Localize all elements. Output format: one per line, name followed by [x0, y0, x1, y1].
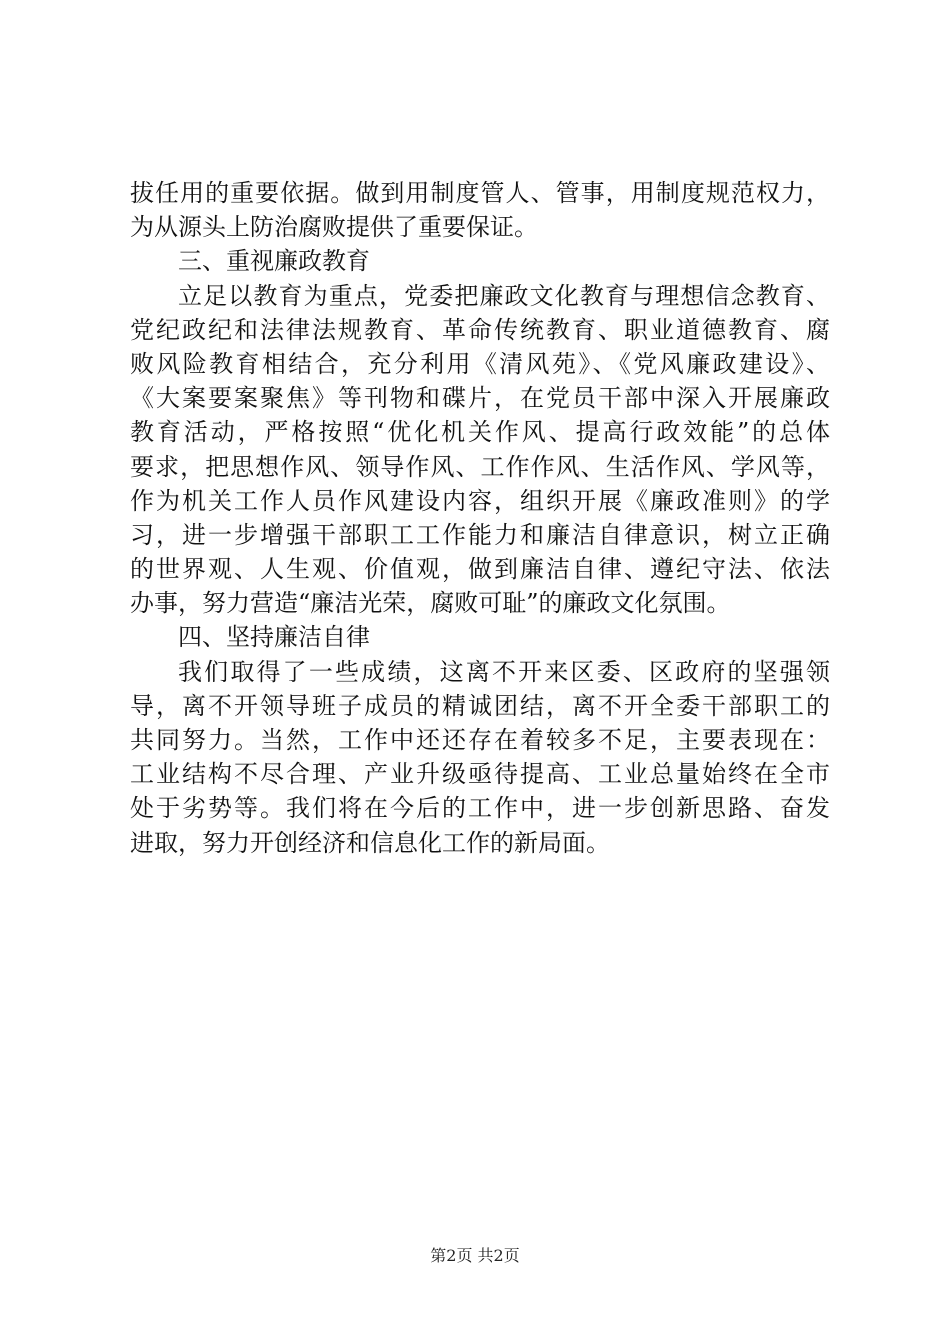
text-line: 我们取得了一些成绩，这离不开来区委、区政府的坚强领	[178, 657, 830, 686]
text-line: 共同努力。当然，工作中还还存在着较多不足，主要表现在：	[130, 726, 830, 754]
text-line: 进取，努力开创经济和信息化工作的新局面。	[130, 828, 610, 857]
text-line: 要求，把思想作风、领导作风、工作作风、生活作风、学风等，	[130, 452, 830, 481]
text-line: 拔任用的重要依据。做到用制度管人、管事，用制度规范权力，	[130, 179, 830, 207]
text-line: 习，进一步增强干部职工工作能力和廉洁自律意识，树立正确	[130, 520, 830, 549]
document-body	[130, 176, 830, 860]
text-line: 处于劣势等。我们将在今后的工作中，进一步创新思路、奋发	[130, 794, 830, 823]
text-line: 立足以教育为重点，党委把廉政文化教育与理想信念教育、	[178, 281, 830, 310]
text-line: 四、坚持廉洁自律	[178, 623, 370, 652]
text-line: 党纪政纪和法律法规教育、革命传统教育、职业道德教育、腐	[130, 315, 830, 344]
page-footer: 第2页 共2页	[430, 1246, 520, 1265]
text-line: 作为机关工作人员作风建设内容，组织开展《廉政准则》的学	[130, 486, 830, 515]
text-line: 办事，努力营造“廉洁光荣，腐败可耻”的廉政文化氛围。	[130, 589, 731, 618]
text-line: 教育活动，严格按照“优化机关作风、提高行政效能”的总体	[130, 418, 830, 447]
text-line: 《大案要案聚焦》等刊物和碟片，在党员干部中深入开展廉政	[130, 384, 830, 413]
text-line: 的世界观、人生观、价值观，做到廉洁自律、遵纪守法、依法	[130, 555, 830, 584]
text-line: 为从源头上防治腐败提供了重要保证。	[130, 213, 538, 242]
text-line: 导，离不开领导班子成员的精诚团结，离不开全委干部职工的	[130, 691, 830, 720]
text-line: 工业结构不尽合理、产业升级亟待提高、工业总量始终在全市	[130, 760, 830, 789]
text-line: 败风险教育相结合，充分利用《清风苑》、《党风廉政建设》、	[130, 349, 830, 378]
text-line: 三、重视廉政教育	[178, 247, 370, 276]
